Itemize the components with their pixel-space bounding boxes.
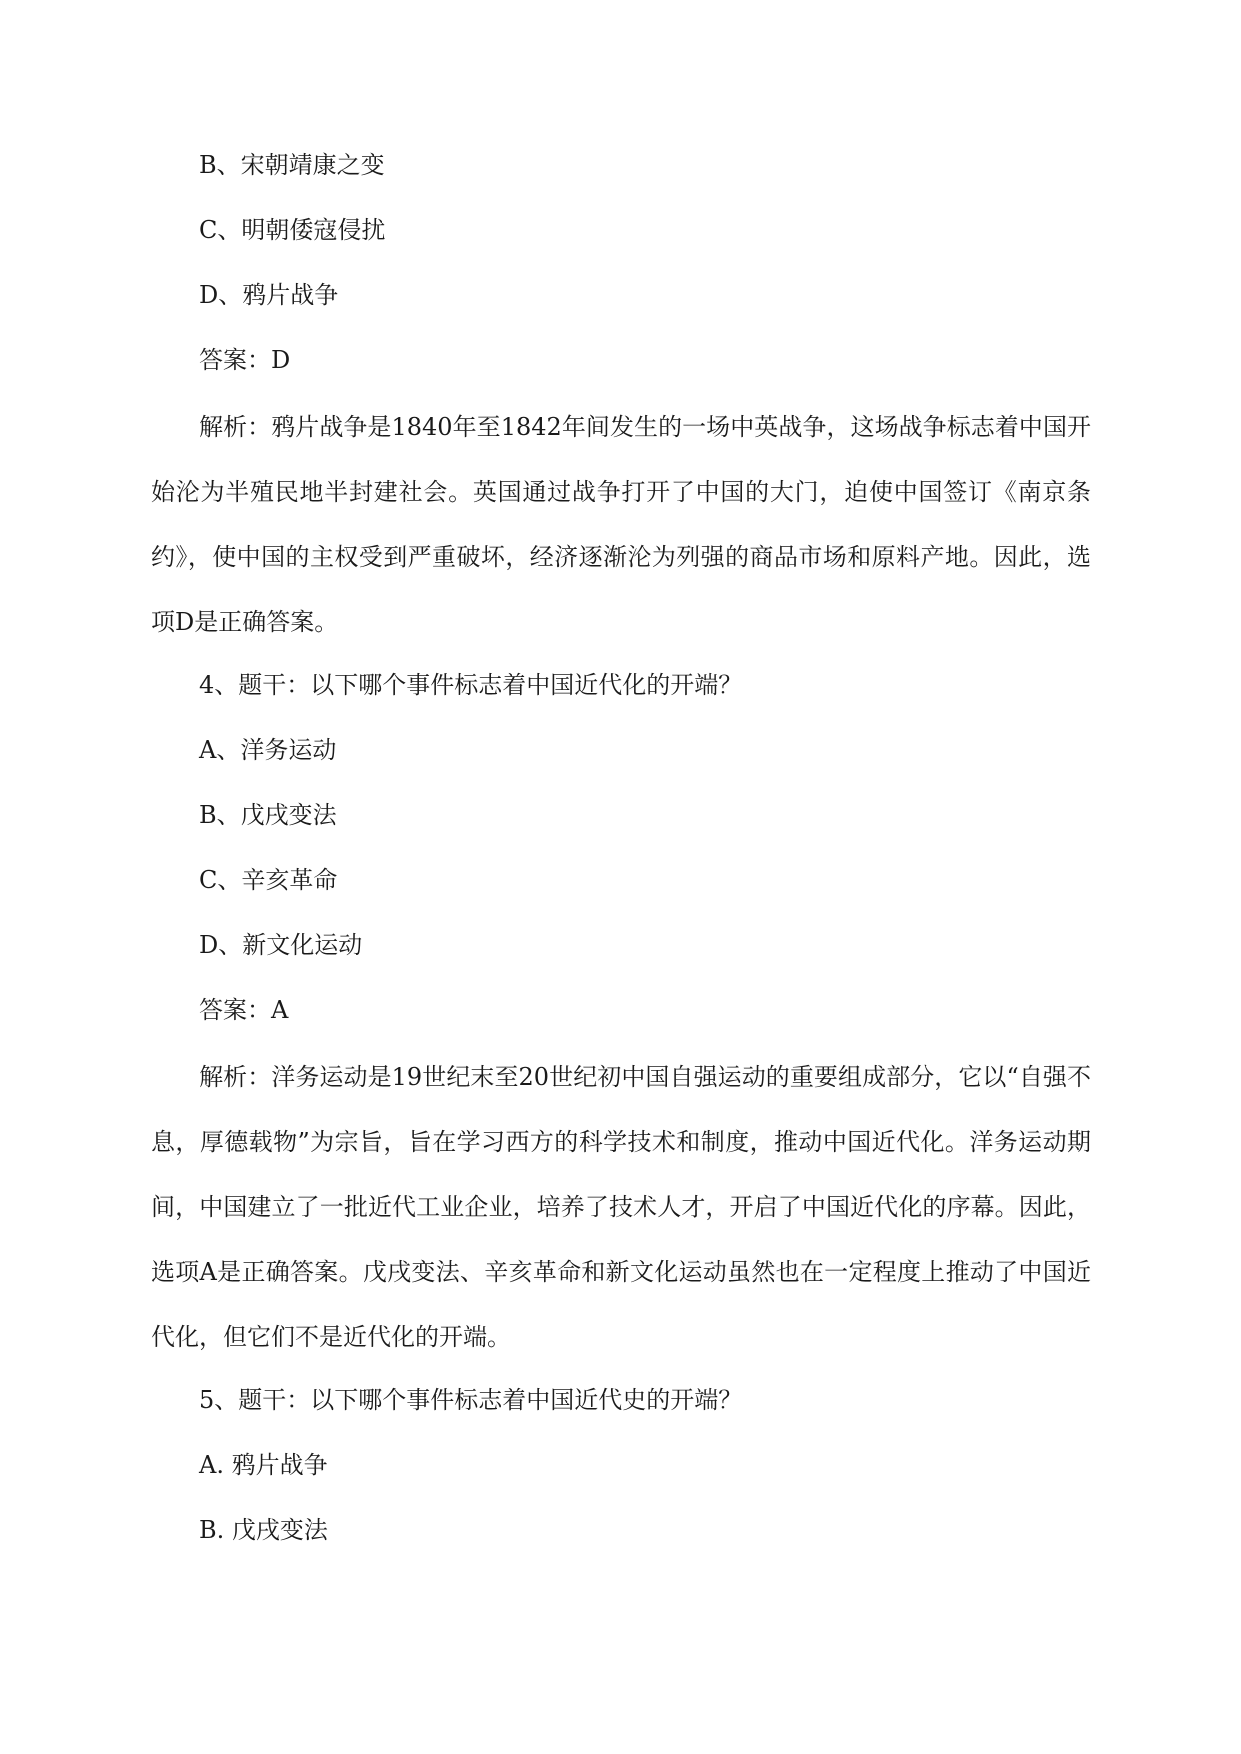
q5-option-a: A. 鸦片战争 xyxy=(199,1451,328,1479)
q3-option-d: D、鸦片战争 xyxy=(199,281,339,309)
q5-stem: 5、题干：以下哪个事件标志着中国近代史的开端？ xyxy=(199,1386,743,1414)
q3-answer: 答案：D xyxy=(199,346,291,374)
q4-option-c: C、辛亥革命 xyxy=(199,866,338,894)
q3-option-b: B、宋朝靖康之变 xyxy=(199,151,385,179)
q5-option-b: B. 戊戌变法 xyxy=(199,1516,328,1544)
q4-option-a: A、洋务运动 xyxy=(199,736,337,764)
q3-analysis-text: 解析：鸦片战争是1840年至1842年间发生的一场中英战争，这场战争标志着中国开始沦为半殖民地半封建社会。英国通过战争打开了中国的大门，迫使中国签订《南京条约》，使中国的主权受到严重破坏，经济逐渐沦为列强的商品市场和原料产地。因此，选项D是正确答案。 xyxy=(151,413,1091,636)
q4-analysis xyxy=(151,1045,1091,1370)
q3-option-c: C、明朝倭寇侵扰 xyxy=(199,216,386,244)
q4-analysis-text: 解析：洋务运动是19世纪末至20世纪初中国自强运动的重要组成部分，它以“自强不息，厚德载物”为宗旨，旨在学习西方的科学技术和制度，推动中国近代化。洋务运动期间，中国建立了一批近代工业企业，培养了技术人才，开启了中国近代化的序幕。因此，选项A是正确答案。戊戌变法、辛亥革命和新文化运动虽然也在一定程度上推动了中国近代化，但它们不是近代化的开端。 xyxy=(151,1063,1091,1351)
q4-option-b: B、戊戌变法 xyxy=(199,801,337,829)
q4-stem: 4、题干：以下哪个事件标志着中国近代化的开端？ xyxy=(199,671,743,699)
q3-analysis xyxy=(151,395,1091,655)
q4-option-d: D、新文化运动 xyxy=(199,931,363,959)
q4-answer: 答案：A xyxy=(199,996,289,1024)
